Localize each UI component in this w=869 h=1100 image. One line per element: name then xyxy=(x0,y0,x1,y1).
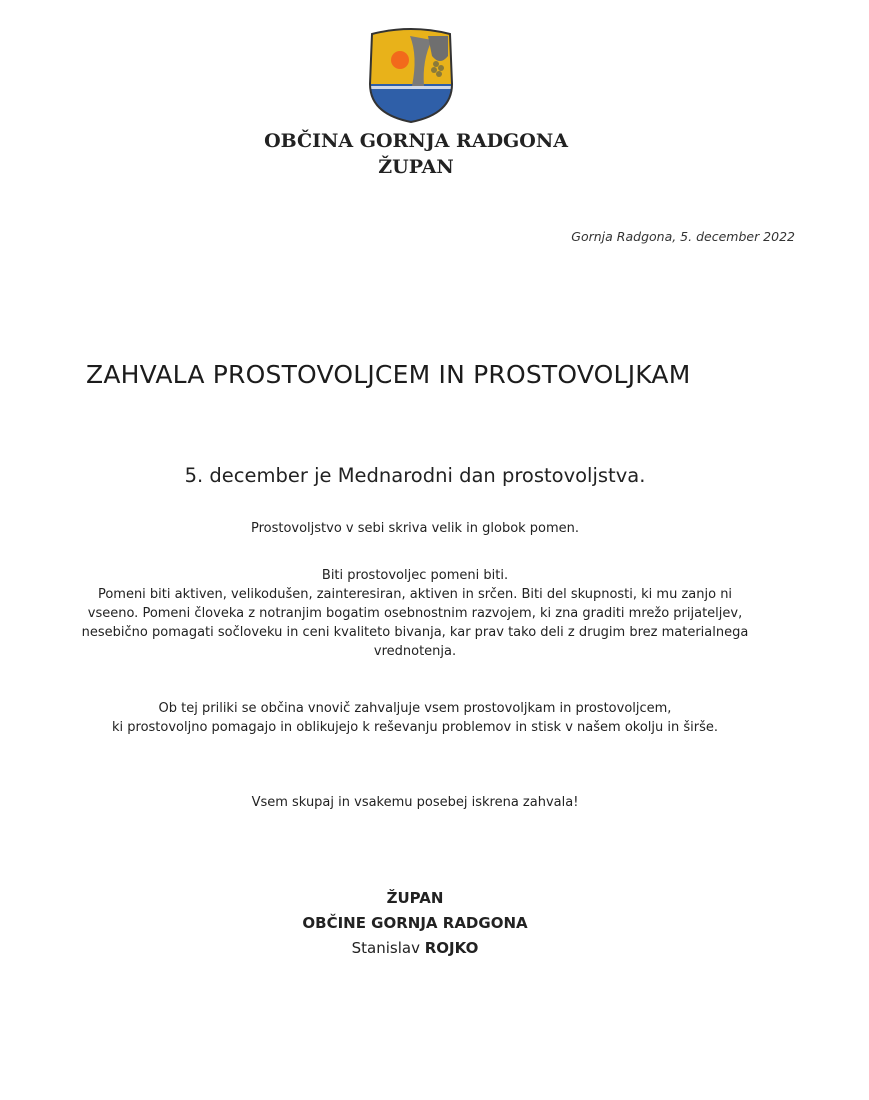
paragraph-2-line: nesebično pomagati sočloveku in ceni kvaliteto bivanja, kar prav tako deli z drugim brez materialnega xyxy=(81,625,749,640)
signature-role: ŽUPAN xyxy=(386,889,444,907)
letterhead xyxy=(200,128,632,180)
signature-block xyxy=(215,886,615,961)
document-subtitle: 5. december je Mednarodni dan prostovoljstva. xyxy=(184,464,646,487)
paragraph-2-line: Biti prostovoljec pomeni biti. xyxy=(321,568,509,583)
paragraph-3-line: Ob tej priliki se občina vnovič zahvaljuje vsem prostovoljkam in prostovoljcem, xyxy=(158,701,672,716)
signature-municipality: OBČINE GORNJA RADGONA xyxy=(302,914,528,932)
signature-last-name: ROJKO xyxy=(424,939,479,957)
paragraph-2-line: Pomeni biti aktiven, velikodušen, zainteresiran, aktiven in srčen. Biti del skupnosti, ki mu zanjo ni xyxy=(97,587,733,602)
municipal-crest-logo xyxy=(362,26,460,124)
letterhead-office: ŽUPAN xyxy=(378,156,454,178)
signature-name xyxy=(215,936,615,961)
document-title: ZAHVALA PROSTOVOLJCEM IN PROSTOVOLJKAM xyxy=(86,360,691,389)
paragraph-3-line: ki prostovoljno pomagajo in oblikujejo k reševanju problemov in stisk v našem okolju in širše. xyxy=(111,720,719,735)
paragraph-2 xyxy=(30,566,800,661)
closing-thanks: Vsem skupaj in vsakemu posebej iskrena zahvala! xyxy=(251,795,579,810)
date-place-line: Gornja Radgona, 5. december 2022 xyxy=(571,229,795,244)
paragraph-3 xyxy=(30,699,800,737)
paragraph-2-line: vseeno. Pomeni človeka z notranjim bogatim osebnostnim razvojem, ki zna graditi mrežo prijateljev, xyxy=(87,606,743,621)
paragraph-1: Prostovoljstvo v sebi skriva velik in globok pomen. xyxy=(250,521,580,536)
letterhead-municipality: OBČINA GORNJA RADGONA xyxy=(264,130,568,152)
signature-first-name: Stanislav xyxy=(351,939,420,957)
paragraph-2-line: vrednotenja. xyxy=(373,644,457,659)
